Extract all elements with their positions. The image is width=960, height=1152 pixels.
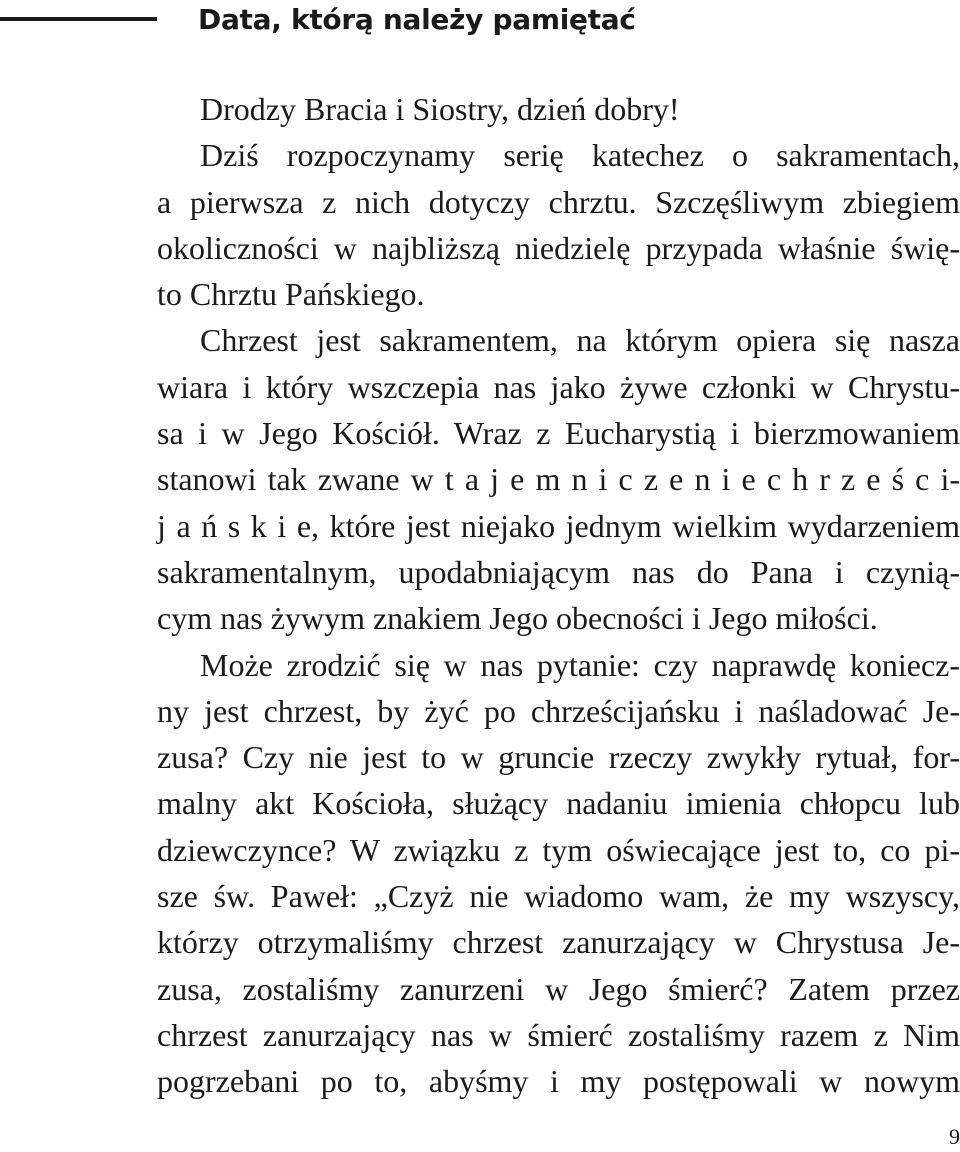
- text-line: chrzest zanurzający nas w śmierć zostaliśmy razem z Nim: [157, 1016, 960, 1053]
- heading-rule: [0, 17, 157, 21]
- text-line: pogrzebani po to, abyśmy i my postępowali w nowym: [157, 1063, 960, 1100]
- text-line: wiara i który wszczepia nas jako żywe członki w Chrystu-: [157, 368, 960, 405]
- text-line: stanowi tak zwane w t a j e m n i c z e n i e c h r z e ś c i-: [157, 461, 960, 498]
- text-line: sakramentalnym, upodabniającym nas do Pana i czynią-: [157, 553, 960, 590]
- text-line: dziewczynce? W związku z tym oświecające jest to, co pi-: [157, 831, 960, 868]
- text-line: Może zrodzić się w nas pytanie: czy naprawdę koniecz-: [200, 646, 960, 683]
- text-line: cym nas żywym znakiem Jego obecności i Jego miłości.: [157, 600, 878, 637]
- text-line: j a ń s k i e, które jest niejako jednym wielkim wydarzeniem: [157, 507, 960, 544]
- text-line: którzy otrzymaliśmy chrzest zanurzający w Chrystusa Je-: [157, 924, 960, 961]
- text-line: Dziś rozpoczynamy serię katechez o sakramentach,: [200, 137, 960, 174]
- text-line: Drodzy Bracia i Siostry, dzień dobry!: [200, 91, 680, 127]
- text-line: zusa? Czy nie jest to w gruncie rzeczy zwykły rytuał, for-: [157, 739, 960, 776]
- text-line: sze św. Paweł: „Czyż nie wiadomo wam, że my wszyscy,: [157, 878, 960, 915]
- chapter-title: Data, którą należy pamiętać: [198, 3, 636, 36]
- text-line: okoliczności w najbliższą niedzielę przypada właśnie świę-: [157, 229, 960, 266]
- text-line: Chrzest jest sakramentem, na którym opiera się nasza: [200, 322, 960, 359]
- text-line: to Chrztu Pańskiego.: [157, 276, 425, 313]
- text-line: malny akt Kościoła, służący nadaniu imienia chłopcu lub: [157, 785, 960, 822]
- body-text: [157, 86, 960, 1105]
- text-line: zusa, zostaliśmy zanurzeni w Jego śmierć? Zatem przez: [157, 970, 960, 1007]
- text-line: sa i w Jego Kościół. Wraz z Eucharystią i bierzmowaniem: [157, 415, 960, 452]
- page-number: 9: [949, 1124, 960, 1149]
- text-line: ny jest chrzest, by żyć po chrześcijańsku i naśladować Je-: [157, 692, 960, 729]
- text-line: a pierwsza z nich dotyczy chrztu. Szczęśliwym zbiegiem: [157, 183, 960, 220]
- chapter-heading: [0, 0, 960, 44]
